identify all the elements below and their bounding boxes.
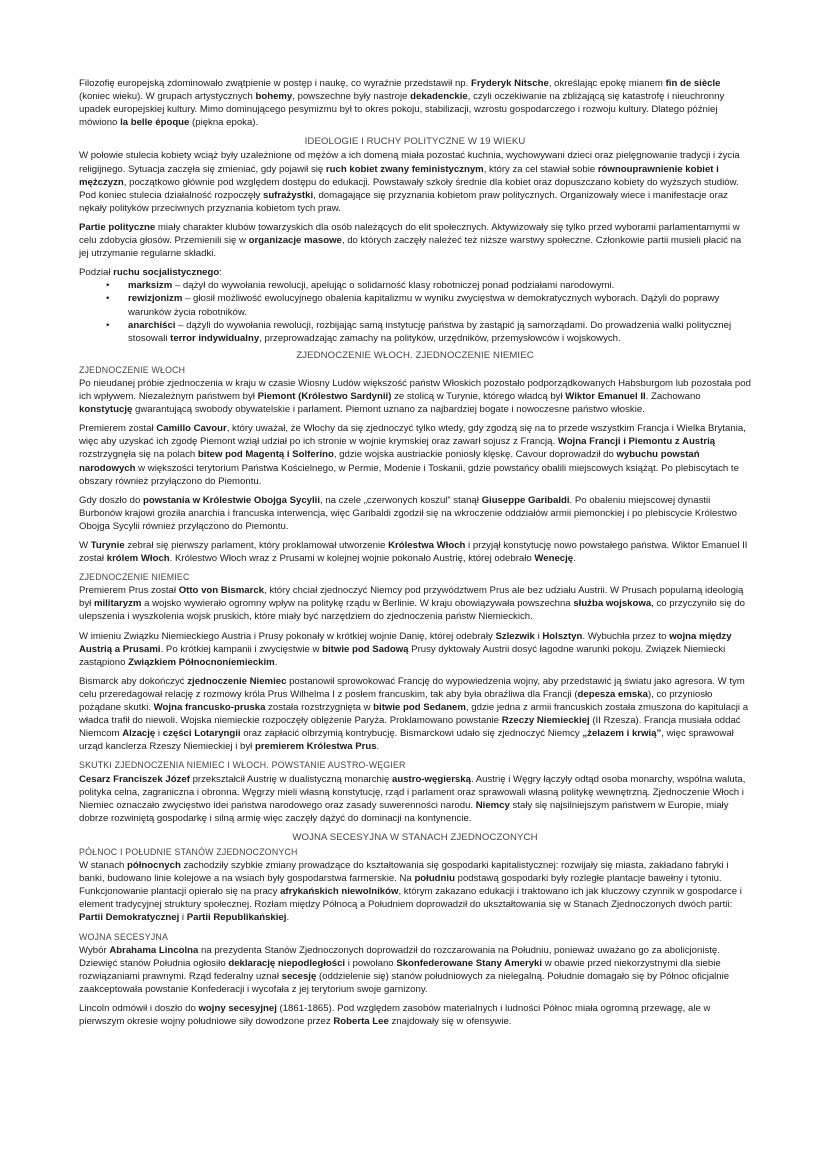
bold-text: Partii Republikańskiej	[186, 912, 287, 924]
text-run: IDEOLOGIE I RUCHY POLITYCZNE W 19 WIEKU	[304, 136, 526, 148]
text-run: W	[79, 540, 91, 551]
bold-text: Otto von Bismarck	[178, 585, 265, 597]
text-run: (II Rzesza). Francja musiała oddać Niemcom	[79, 715, 741, 740]
bold-text: wybuchu powstań narodowych	[79, 449, 700, 474]
text-run: znajdowały się w ofensywie.	[388, 1016, 512, 1028]
document-page	[79, 77, 751, 1034]
text-run: (koniec wieku). W grupach artystycznych	[79, 91, 256, 103]
list-item	[117, 279, 751, 292]
text-run: , czyli oczekiwanie na zbliżającą się katastrofę i nieuchronny upadek europejskiej kultury. Mimo dominującego pesymizmu był to okres pokoju, stabilizacji, wzrostu gospodarczego i rozwoju kultury. Dlatego później mówiono	[79, 91, 725, 129]
text-run: , powszechne były nastroje	[292, 91, 411, 103]
bold-text: zjednoczenie Niemiec	[187, 675, 287, 687]
bold-text: sufrażystki	[262, 189, 314, 201]
text-run: SKUTKI ZJEDNOCZENIA NIEMIEC I WŁOCH. POWSTANIE AUSTRO-WĘGIER	[79, 760, 406, 771]
bold-text: austro-węgierską	[392, 773, 471, 785]
paragraph	[79, 1002, 751, 1028]
bold-text: Wojna Francji i Piemontu z Austrią	[557, 436, 716, 448]
bold-text: Niemcy	[475, 799, 510, 811]
bold-text: powstania w Królestwie Obojga Sycylii	[143, 494, 320, 506]
bold-text: Roberta Lee	[333, 1016, 389, 1028]
text-run: i powołano	[345, 957, 397, 969]
text-run: , określając epokę mianem	[548, 78, 666, 89]
text-run: , do których zaczęły należeć też niższe warstwy społeczne. Członkowie partii musieli płacić na jej utrzymanie regularne składki.	[79, 235, 742, 260]
bold-text: Skonfederowane Stany Ameryki	[396, 957, 543, 969]
bold-text: Abrahama Lincolna	[109, 944, 199, 956]
text-run: , na czele „czerwonych koszul” stanął	[320, 494, 482, 506]
text-run: ZJEDNOCZENIE WŁOCH	[79, 364, 186, 375]
text-run: , co przyczyniło się do ulepszenia i wyszkolenia wojsk pruskich, które miały być narzędziem do zjednoczenia państw Niemieckich.	[79, 598, 745, 623]
bold-text: dekadenckie	[410, 91, 468, 103]
bold-text: Związkiem Północnoniemieckim	[128, 656, 275, 668]
text-run: Wybór	[79, 944, 110, 956]
text-run: . Wybuchła przez to	[582, 630, 670, 642]
text-run: Premierem został	[79, 423, 157, 435]
bold-text: secesję	[281, 970, 317, 982]
bold-text: rewizjonizm	[128, 293, 183, 305]
bold-text: depesza emska	[577, 688, 648, 700]
text-run: ZJEDNOCZENIE WŁOCH. ZJEDNOCZENIE NIEMIEC	[296, 349, 534, 361]
text-run: :	[219, 267, 222, 279]
bold-text: bitew pod Magentą i Solferino	[197, 449, 334, 461]
bold-text: Szlezwik	[495, 630, 535, 642]
bold-text: Turynie	[90, 540, 125, 551]
text-run: zachodziły szybkie zmiany prowadzące do kształtowania się gospodarki kapitalistycznej: rozwijały się miasta, zakładano fabryki i banki, budowano linie kolejowe a na wsiach były gospodarstwa farmerskie. Na	[79, 860, 729, 885]
text-run: Lincoln odmówił i doszło do	[79, 1003, 199, 1014]
text-run: ), co przyniosło pożądane skutki.	[79, 688, 713, 714]
subsection-heading	[79, 759, 751, 772]
bold-text: ruch kobiet zwany feministycznym	[325, 163, 484, 175]
paragraph	[79, 584, 751, 623]
text-run: . Po obaleniu miejscowej dynastii Burbonów krajowi groziła anarchia i francuska interwencja, więc Garibaldi zgodził się na wkroczenie oddziałów armii piemonckiej i po plebiscycie Królestwo Obojga Sycylii również przyłączono do Piemontu.	[79, 494, 738, 532]
text-run: . Zachowano	[645, 391, 701, 403]
bold-text: anarchiści	[128, 319, 176, 331]
section-heading	[79, 135, 751, 148]
text-run: . Królestwo Włoch wraz z Prusami w kolejnej wojnie pokonało Austrię, której odebrało	[169, 553, 535, 565]
list-item	[117, 292, 751, 318]
bold-text: Piemont (Królestwo Sardynii)	[257, 391, 392, 403]
bold-text: „żelazem i krwią”	[582, 728, 662, 740]
bold-text: części Lotaryngii	[162, 728, 241, 740]
text-run: W połowie stulecia kobiety wciąż były uzależnione od mężów a ich domeną miała pozostać kuchnia, wychowywani dzieci oraz pielęgnowanie tradycji i życia religijnego. Sytuacja zaczęła się zmieniać, gdy pojawił się	[79, 150, 740, 175]
text-run: – dążyli do wywołania rewolucji, rozbijając samą instytucję państwa by zastąpić ją samorządami. Do prowadzenia walki politycznej stosowali	[128, 319, 732, 344]
text-run: a wojsko wywierało ogromny wpływ na politykę rządu w Berlinie. W kraju obowiązywała powszechna	[141, 598, 574, 610]
bold-text: królem Włoch	[106, 553, 170, 565]
text-run: ze stolicą w Turynie, którego władcą był	[391, 391, 566, 403]
bold-text: Giuseppe Garibaldi	[481, 494, 570, 506]
bold-text: Holsztyn	[542, 630, 583, 642]
text-run: . Po krótkiej kampanii i zwycięstwie w	[160, 643, 323, 655]
bold-text: terror indywidualny	[170, 332, 260, 344]
bold-text: Wiktor Emanuel II	[565, 391, 646, 403]
bold-text: służba wojskowa	[573, 598, 652, 610]
section-heading	[79, 831, 751, 844]
paragraph	[79, 494, 751, 533]
bold-text: premierem Królestwa Prus	[254, 741, 377, 753]
text-run: . Austrię i Węgry łączyły odtąd osoba monarchy, wspólna waluta, polityka celna, zagraniczna i obronna. Węgrzy mieli własną konstytucję, rząd i parlament oraz sprawowali własną politykę wewnętrzną. Zjednoczenie Włoch i Niemiec oznaczało zwycięstwo idei państwa narodowego oraz zasady suwerenności narodu.	[79, 773, 746, 811]
text-run: W stanach	[79, 860, 127, 872]
text-run: Po nieudanej próbie zjednoczenia w kraju w czasie Wiosny Ludów większość państw Włoskich pozostało podporządkowanych Habsburgom lub pozostała pod ich wpływem. Niezależnym państwem był	[79, 377, 751, 403]
bold-text: Królestwa Włoch	[388, 540, 466, 551]
text-run: .	[376, 741, 380, 753]
text-run: , przeprowadzając zamachy na polityków, urzędników, przemysłowców i wojskowych.	[259, 332, 621, 344]
text-run: PÓŁNOC I POŁUDNIE STANÓW ZJEDNOCZONYCH	[79, 846, 298, 857]
paragraph	[79, 675, 751, 754]
text-run: , gdzie wojska austriackie poniosły klęskę. Cavour doprowadził do	[333, 449, 617, 461]
bold-text: organizacje masowe	[248, 235, 342, 247]
bold-text: Camillo Cavour	[156, 423, 227, 435]
bold-text: Wojna francusko-pruska	[153, 702, 266, 714]
text-run: WOJNA SECESYJNA W STANACH ZJEDNOCZONYCH	[292, 831, 538, 843]
bold-text: deklarację niepodległości	[228, 957, 346, 969]
text-run: , więc sprawował urząd kanclerza Rzeszy Niemieckiej i był	[79, 728, 734, 753]
subsection-heading	[79, 846, 751, 859]
paragraph	[79, 539, 751, 565]
bold-text: Cesarz Franciszek Józef	[79, 773, 190, 785]
text-run: – dążył do wywołania rewolucji, apelując o solidarność klasy robotniczej ponad podziałami narodowymi.	[172, 280, 615, 292]
paragraph	[79, 377, 751, 416]
text-run: , gdzie jedna z armii francuskich została zmuszona do kapitulacji a władca trafił do niewoli. Wojska niemieckie rozpoczęły oblężenie Paryża. Proklamowano powstanie	[79, 702, 749, 727]
bold-text: afrykańskich niewolników	[280, 886, 399, 898]
bold-text: Alzację	[122, 728, 156, 740]
bold-text: wojna między Austrią a Prusami	[79, 630, 732, 655]
bold-text: la belle époque	[120, 117, 190, 129]
text-run: (oddzielenie się) stanów południowych za nielegalną. Południe domagało się by Północ oficjalnie zaakceptowała powstanie Konfederacji i wycofała z jej terytorium swoje garnizony.	[79, 970, 730, 995]
text-run: Gdy doszło do	[79, 494, 143, 506]
text-run: i przyjął konstytucję nowo powstałego państwa. Wiktor Emanuel II został	[79, 540, 748, 565]
list-intro	[79, 266, 751, 279]
text-run: – głosił możliwość ewolucyjnego obalenia kapitalizmu w wyniku zwycięstwa w demokratycznych wyborach. Dążyli do poprawy warunków życia robotników.	[128, 293, 720, 318]
text-run: , który chciał zjednoczyć Niemcy pod przywództwem Prus ale bez udziału Austrii. W Prusach popularną ideologią był	[79, 585, 744, 610]
bold-text: północnych	[127, 860, 181, 872]
text-run: gwarantującą swobody obywatelskie i parlament. Piemont uznano za najbardziej bogate i nowoczesne państwo włoskie.	[132, 404, 645, 416]
list-item	[117, 319, 751, 345]
text-run: przekształcił Austrię w dualistyczną monarchię	[189, 773, 393, 785]
text-run: i	[155, 728, 163, 740]
text-run: na prezydenta Stanów Zjednoczonych doprowadził do rozczarowania na Południu, ponieważ uważano go za abolicjonistę. Dziewięć stanów Południa ogłosiło	[79, 944, 720, 969]
text-run: i	[534, 630, 543, 642]
paragraph	[79, 221, 751, 260]
paragraph	[79, 944, 751, 996]
bold-text: konstytucję	[79, 404, 133, 416]
text-run: zebrał się pierwszy parlament, który proklamował utworzenie	[124, 540, 389, 551]
text-run: , domagające się przyznania kobietom praw politycznych. Organizowały wiece i manifestacje oraz nękały polityków przeciwnych przyznania kobietom tych praw.	[79, 189, 728, 214]
bold-text: bohemy	[255, 91, 293, 103]
bold-text: marksizm	[128, 280, 173, 292]
text-run: miały charakter klubów towarzyskich dla osób należących do elit społecznych. Aktywizowały się tylko przed wyborami parlamentarnymi w celu zdobycia głosów. Przemienili się w	[79, 221, 740, 247]
text-run: , którym zakazano edukacji i traktowano ich jak kluczowy czynnik w gospodarce i element tradycyjnej struktury społecznej. Rozłam między Północą a Południem doprowadził do ukształtowania się w Stanach Zjednoczonych dwóch partii:	[79, 886, 742, 911]
paragraph	[79, 77, 751, 129]
text-run: Bismarck aby dokończyć	[79, 675, 188, 687]
bold-text: ruchu socjalistycznego	[113, 267, 220, 279]
text-run: W imieniu Związku Niemieckiego Austria i Prusy pokonały w krótkiej wojnie Danię, której odebrały	[79, 630, 496, 642]
text-run: Premierem Prus został	[79, 585, 179, 597]
text-run: w większości terytorium Państwa Kościelnego, w Permie, Modenie i Toskanii, gdzie powstańcy obalili miejscowych książąt. Po plebiscytach te obszary również przyłączono do Piemontu.	[79, 462, 739, 487]
text-run: , który za cel stawiał sobie	[483, 163, 598, 175]
text-run: (1861-1865). Pod względem zasobów materialnych i ludności Północ miała ogromną przewagę, ale w pierwszym okresie wojny południowe siły dowodzone przez	[79, 1003, 711, 1028]
bullet-list	[79, 279, 751, 344]
paragraph	[79, 773, 751, 825]
bold-text: Fryderyk Nitsche	[470, 78, 549, 89]
text-run: Filozofię europejską zdominowało zwątpienie w postęp i naukę, co wyraźnie przedstawił np.	[79, 78, 471, 89]
bold-text: Partie polityczne	[79, 221, 156, 233]
bold-text: bitwie pod Sedanem	[373, 702, 466, 714]
text-run: (piękna epoka).	[189, 117, 259, 129]
bold-text: bitwie pod Sadową	[322, 643, 409, 655]
paragraph	[79, 859, 751, 924]
text-run: została rozstrzygnięta w	[265, 702, 374, 714]
text-run: Prusy dyktowały Austrii dosyć łagodne warunki pokoju. Związek Niemiecki zastąpiono	[79, 643, 726, 668]
paragraph	[79, 422, 751, 487]
text-run: w obawie przed niekorzystnymi dla siebie rozwiązaniami prawnymi. Rząd federalny uznał	[79, 957, 721, 982]
text-run: rozstrzygnęła się na polach	[79, 449, 198, 461]
text-run: postanowił sprowokować Francję do wypowiedzenia wojny, aby przedstawić ją światu jako agresora. W tym celu przeredagował relację z rozmowy króla Prus Wilhelma I z posłem francuskim, tak aby była obraźliwa dla Francji (	[79, 675, 745, 700]
subsection-heading	[79, 571, 751, 584]
bold-text: Rzeczy Niemieckiej	[501, 715, 590, 727]
bold-text: militaryzm	[93, 598, 142, 610]
paragraph	[79, 149, 751, 214]
paragraph	[79, 630, 751, 669]
text-run: .	[573, 553, 576, 565]
text-run: , który uważał, że Włochy da się zjednoczyć tylko wtedy, gdy zgodzą się na to przede wszystkim Francja i Wielka Brytania, więc aby uzyskać ich zgodę Piemont wziął udział po ich stronie w wojnie krymskiej oraz zawarł sojusz z Francją.	[79, 423, 746, 448]
bold-text: równouprawnienie kobiet i mężczyzn	[79, 163, 719, 188]
bold-text: wojny secesyjnej	[198, 1003, 277, 1014]
text-run: i	[179, 912, 187, 924]
text-run: .	[286, 912, 290, 924]
bold-text: południu	[414, 873, 455, 885]
subsection-heading	[79, 931, 751, 944]
bold-text: Partii Demokratycznej	[79, 912, 180, 924]
text-run: .	[274, 656, 278, 668]
text-run: ZJEDNOCZENIE NIEMIEC	[79, 572, 190, 583]
subsection-heading	[79, 364, 751, 377]
text-run: stały się najsilniejszym państwem w Europie, miały dobrze rozwiniętą gospodarkę i silną armię więc zaczęły dążyć do dominacji na kontynencie.	[79, 799, 729, 824]
text-run: podstawą gospodarki były rozległe plantacje bawełny i tytoniu. Funkcjonowanie plantacji opierało się na pracy	[79, 873, 722, 898]
bold-text: Wenecję	[534, 553, 574, 565]
text-run: , początkowo głównie pod względem dostępu do edukacji. Powstawały szkoły średnie dla kobiet oraz dopuszczano kobiety do wyższych studiów. Pod koniec stulecia działalność rozpoczęły	[79, 176, 739, 201]
bold-text: fin de siècle	[665, 78, 721, 89]
section-heading	[79, 349, 751, 362]
text-run: Podział	[79, 267, 114, 279]
text-run: oraz zapłacić olbrzymią kontrybucję. Bismarckowi udało się zjednoczyć Niemcy	[240, 728, 583, 740]
text-run: WOJNA SECESYJNA	[79, 931, 169, 942]
